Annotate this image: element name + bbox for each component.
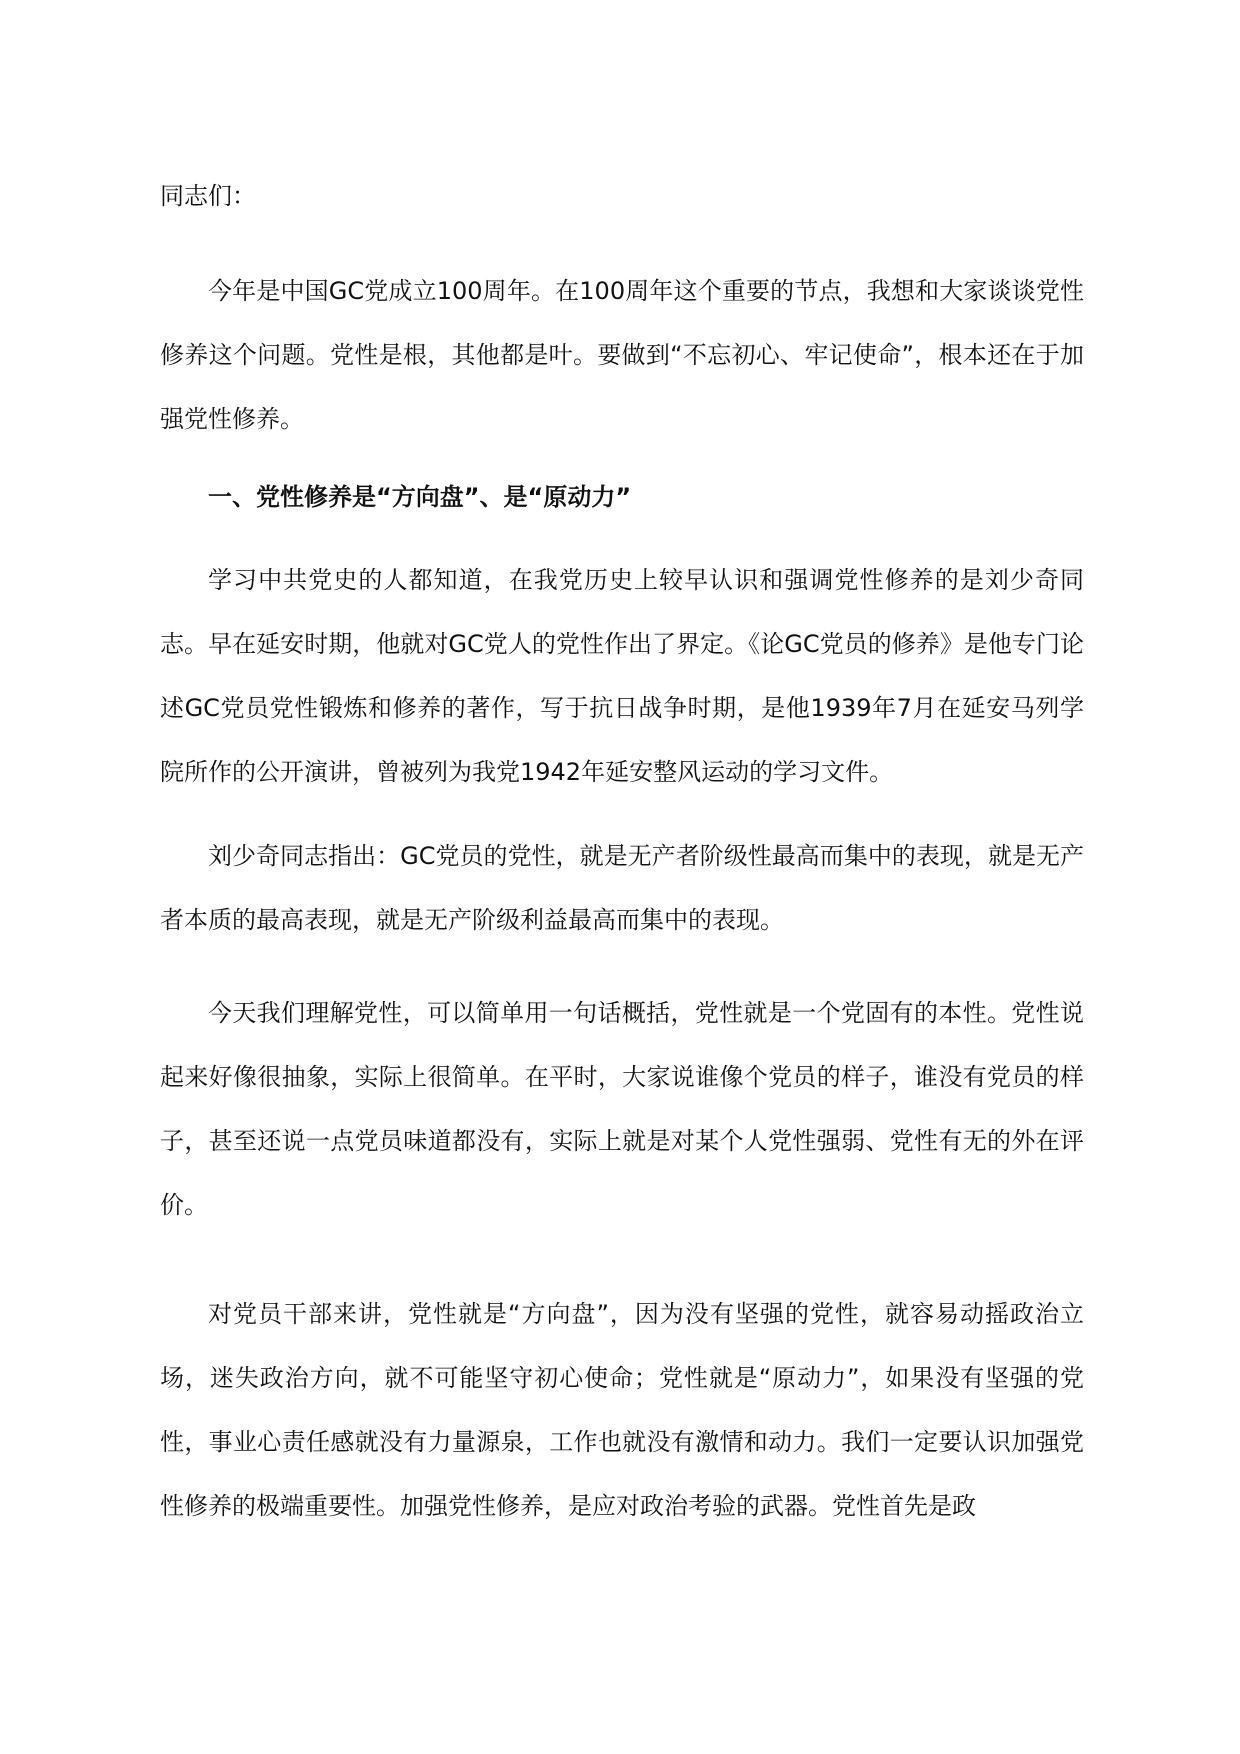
paragraph-history: 学习中共党史的人都知道，在我党历史上较早认识和强调党性修养的是刘少奇同志。早在延安时期，他就对GC党人的党性作出了界定。《论GC党员的修养》是他专门论述GC党员党性锻炼和修养的著作，写于抗日战争时期，是他1939年7月在延安马列学院所作的公开演讲，曾被列为我党1942年延安整风运动的学习文件。 bbox=[160, 566, 1084, 786]
paragraph-importance: 对党员干部来讲，党性就是“方向盘”，因为没有坚强的党性，就容易动摇政治立场，迷失政治方向，就不可能坚守初心使命；党性就是“原动力”，如果没有坚强的党性，事业心责任感就没有力量源泉，工作也就没有激情和动力。我们一定要认识加强党性修养的极端重要性。加强党性修养，是应对政治考验的武器。党性首先是政 bbox=[160, 1300, 1084, 1520]
paragraph-quote: 刘少奇同志指出：GC党员的党性，就是无产者阶级性最高而集中的表现，就是无产者本质的最高表现，就是无产阶级利益最高而集中的表现。 bbox=[160, 842, 1084, 934]
paragraph-definition: 今天我们理解党性，可以简单用一句话概括，党性就是一个党固有的本性。党性说起来好像很抽象，实际上很简单。在平时，大家说谁像个党员的样子，谁没有党员的样子，甚至还说一点党员味道都没有，实际上就是对某个人党性强弱、党性有无的外在评价。 bbox=[160, 999, 1084, 1219]
paragraph-intro: 今年是中国GC党成立100周年。在100周年这个重要的节点，我想和大家谈谈党性修养这个问题。党性是根，其他都是叶。要做到“不忘初心、牢记使命”，根本还在于加强党性修养。 bbox=[160, 277, 1084, 433]
salutation: 同志们： bbox=[160, 182, 256, 210]
section-heading: 一、党性修养是“方向盘”、是“原动力” bbox=[208, 483, 632, 511]
